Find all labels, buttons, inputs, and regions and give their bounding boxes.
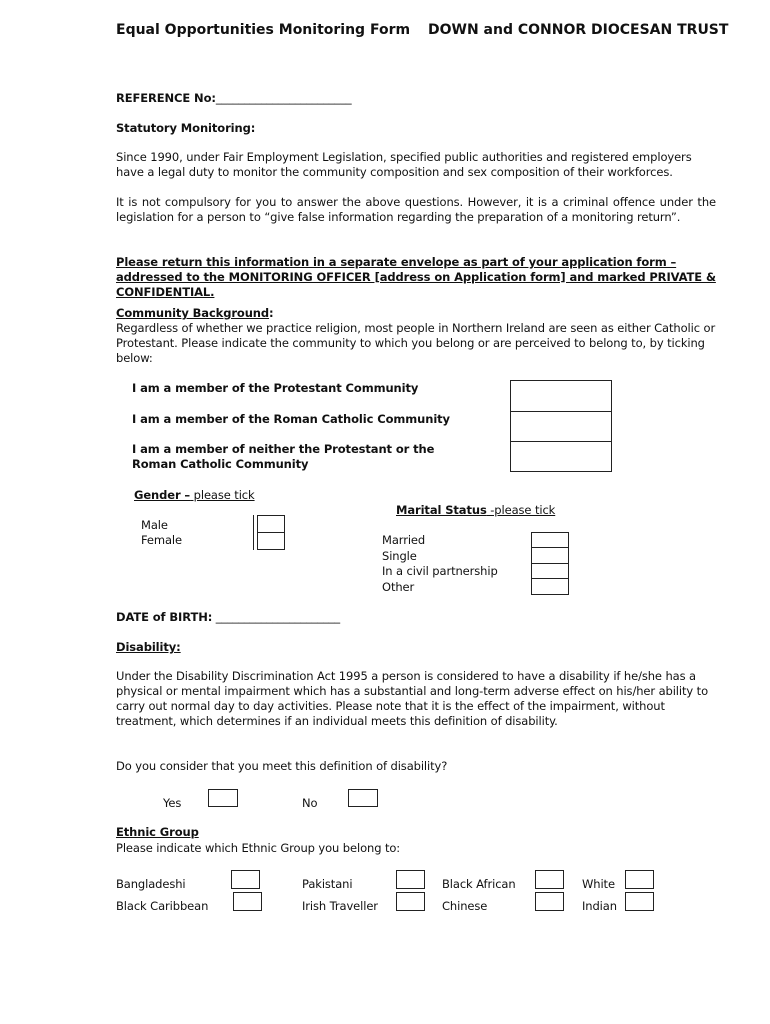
ethnic-option-indian: Indian — [582, 899, 617, 913]
statutory-para-2: It is not compulsory for you to answer the above questions. However, it is a criminal offence under the legislation for a person to “give false information regarding the preparation of a monitoring return”. — [116, 195, 716, 224]
reference-label: REFERENCE No: — [116, 91, 216, 105]
community-heading — [116, 306, 274, 321]
gender-heading-text: Gender – — [134, 488, 191, 502]
ethnic-option-bangladeshi: Bangladeshi — [116, 877, 186, 891]
disability-no-label: No — [302, 796, 318, 810]
ethnic-indian-checkbox[interactable] — [625, 892, 654, 911]
ethnic-chinese-checkbox[interactable] — [535, 892, 564, 911]
return-notice: Please return this information in a separate envelope as part of your application form – addressed to the MONITORING OFFICER [address on Application form] and marked PRIVATE & CONFIDENTIAL. — [116, 255, 716, 299]
marital-single-checkbox[interactable] — [531, 547, 569, 564]
ethnic-pakistani-checkbox[interactable] — [396, 870, 425, 889]
gender-option-male: Male — [141, 518, 168, 532]
community-option-neither: I am a member of neither the Protestant or the Roman Catholic Community — [132, 442, 435, 471]
gender-female-checkbox[interactable] — [257, 532, 285, 550]
ethnic-option-chinese: Chinese — [442, 899, 488, 913]
dob-field[interactable] — [116, 610, 340, 625]
dob-label: DATE of BIRTH: — [116, 610, 213, 624]
disability-yes-label: Yes — [163, 796, 182, 810]
ethnic-option-black-caribbean: Black Caribbean — [116, 899, 209, 913]
statutory-heading: Statutory Monitoring: — [116, 121, 256, 135]
ethnic-black-african-checkbox[interactable] — [535, 870, 564, 889]
community-neither-checkbox[interactable] — [510, 441, 612, 472]
marital-other-checkbox[interactable] — [531, 578, 569, 595]
marital-option-married: Married — [382, 533, 426, 547]
ethnic-irish-traveller-checkbox[interactable] — [396, 892, 425, 911]
marital-heading — [396, 503, 555, 518]
ethnic-intro: Please indicate which Ethnic Group you belong to: — [116, 841, 401, 855]
community-catholic-checkbox[interactable] — [510, 411, 612, 442]
disability-yes-checkbox[interactable] — [208, 789, 238, 807]
gender-hint: please tick — [190, 488, 255, 502]
disability-no-checkbox[interactable] — [348, 789, 378, 807]
ethnic-black-caribbean-checkbox[interactable] — [233, 892, 262, 911]
marital-option-other: Other — [382, 580, 415, 594]
community-intro: Regardless of whether we practice religion, most people in Northern Ireland are seen as either Catholic or Protestant. Please indicate the community to which you belong or are perceived to belong to, by ticking below: — [116, 321, 716, 365]
community-protestant-checkbox[interactable] — [510, 380, 612, 412]
marital-married-checkbox[interactable] — [531, 532, 569, 548]
marital-option-civil: In a civil partnership — [382, 564, 498, 578]
organisation-title: DOWN and CONNOR DIOCESAN TRUST — [428, 22, 729, 38]
ethnic-option-irish-traveller: Irish Traveller — [302, 899, 378, 913]
gender-heading — [134, 488, 255, 503]
reference-line: ________________________ — [215, 91, 352, 105]
ethnic-option-black-african: Black African — [442, 877, 516, 891]
ethnic-bangladeshi-checkbox[interactable] — [231, 870, 260, 889]
community-heading-text: Community Background — [116, 306, 270, 320]
marital-civil-checkbox[interactable] — [531, 563, 569, 579]
marital-option-single: Single — [382, 549, 417, 563]
ethnic-heading: Ethnic Group — [116, 825, 199, 839]
dob-line: ______________________ — [212, 610, 341, 624]
disability-question: Do you consider that you meet this definition of disability? — [116, 759, 448, 773]
gender-option-female: Female — [141, 533, 182, 547]
form-title: Equal Opportunities Monitoring Form — [116, 22, 411, 38]
community-heading-colon: : — [269, 306, 274, 320]
marital-heading-text: Marital Status — [396, 503, 487, 517]
gender-male-checkbox[interactable] — [257, 515, 285, 533]
community-option-catholic: I am a member of the Roman Catholic Community — [132, 412, 450, 426]
marital-hint: -please tick — [486, 503, 556, 517]
ethnic-white-checkbox[interactable] — [625, 870, 654, 889]
community-option-protestant: I am a member of the Protestant Community — [132, 381, 419, 395]
ethnic-option-pakistani: Pakistani — [302, 877, 353, 891]
gender-box-divider — [253, 515, 254, 550]
disability-heading: Disability: — [116, 640, 181, 654]
reference-field[interactable] — [116, 91, 352, 106]
statutory-para-1: Since 1990, under Fair Employment Legislation, specified public authorities and registered employers have a legal duty to monitor the community composition and sex composition of their workforces. — [116, 150, 692, 179]
disability-para: Under the Disability Discrimination Act 1995 a person is considered to have a disability if he/she has a physical or mental impairment which has a substantial and long-term adverse effect on his/her ability to carry out normal day to day activities. Please note that it is the effect of the impairment, without treatment, which determines if an individual meets this definition of disability. — [116, 669, 709, 728]
ethnic-option-white: White — [582, 877, 615, 891]
